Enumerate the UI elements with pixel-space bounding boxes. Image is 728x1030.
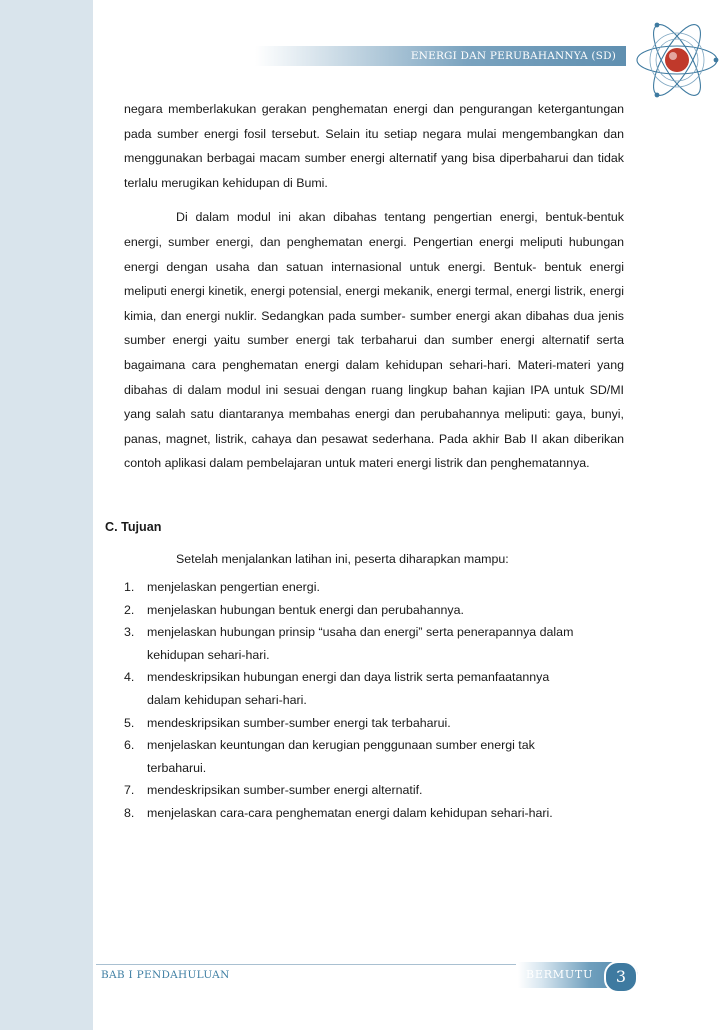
list-item-text: menjelaskan cara-cara penghematan energi dalam kehidupan sehari-hari. bbox=[147, 805, 553, 820]
text-line: yang bisa diperbaharui dan tidak terlalu merugikan kehidupan di Bumi. bbox=[124, 151, 624, 190]
list-item-text: kehidupan sehari-hari. bbox=[147, 647, 270, 662]
footer-chapter-label: BAB I PENDAHULUAN bbox=[101, 969, 230, 981]
paragraph bbox=[124, 97, 624, 195]
text-line: terbaharui dan sumber energi alternatif serta bagaimana cara penghematan energi bbox=[124, 333, 624, 372]
text-line: dalam pembelajaran untuk materi energi listrik dan penghematannya. bbox=[209, 456, 590, 471]
list-item-number: 2. bbox=[124, 602, 135, 617]
list-item-text: menjelaskan hubungan bentuk energi dan perubahannya. bbox=[147, 602, 464, 617]
list-item-text: mendeskripsikan hubungan energi dan daya listrik serta pemanfaatannya bbox=[147, 670, 550, 685]
list-item-text: menjelaskan hubungan prinsip “usaha dan energi” serta penerapannya dalam bbox=[147, 625, 574, 640]
list-item-number: 3. bbox=[124, 625, 135, 640]
list-item-text: mendeskripsikan sumber-sumber energi tak terbaharui. bbox=[147, 715, 451, 730]
text-line: Di dalam modul ini akan dibahas tentang pengertian energi, bentuk-bentuk bbox=[176, 210, 624, 225]
list-item bbox=[124, 576, 624, 599]
text-line: membahas energi dan perubahannya meliputi: gaya, bunyi, panas, magnet, listrik, bbox=[124, 407, 625, 446]
text-line: ketergantungan pada sumber energi fosil tersebut. Selain itu setiap negara mulai bbox=[124, 102, 624, 141]
list-item-text: menjelaskan pengertian energi. bbox=[147, 580, 320, 594]
list-item-number: 8. bbox=[124, 805, 135, 820]
text-line: cahaya dan pesawat sederhana. Pada akhir Bab II akan diberikan contoh aplikasi bbox=[124, 431, 624, 471]
list-item bbox=[124, 779, 624, 802]
footer-divider bbox=[96, 964, 516, 965]
list-item bbox=[124, 621, 624, 666]
list-item bbox=[124, 666, 624, 711]
list-item bbox=[124, 599, 624, 622]
text-line: sumber energi akan dibahas dua jenis sumber energi yaitu sumber energi tak bbox=[124, 308, 624, 348]
text-line: dalam kehidupan sehari-hari. Materi-materi yang dibahas di dalam modul ini sesuai bbox=[124, 357, 624, 397]
text-line: energi, sumber energi, dan penghematan energi. Pengertian energi meliputi bbox=[124, 234, 563, 249]
page-number: 3 bbox=[604, 961, 638, 993]
list-item-number: 7. bbox=[124, 783, 135, 798]
list-item-number: 5. bbox=[124, 715, 135, 730]
text-line: termal, energi listrik, energi kimia, dan energi nuklir. Sedangkan pada sumber- bbox=[124, 284, 624, 323]
list-item-text: terbaharui. bbox=[147, 760, 207, 775]
goals-list bbox=[124, 576, 624, 825]
list-item-text: dalam kehidupan sehari-hari. bbox=[147, 692, 307, 707]
list-item-number: 4. bbox=[124, 670, 135, 685]
section-intro: Setelah menjalankan latihan ini, peserta diharapkan mampu: bbox=[176, 552, 509, 566]
paragraph-text bbox=[124, 97, 624, 195]
list-item bbox=[124, 734, 624, 779]
text-line: negara memberlakukan gerakan penghematan energi dan pengurangan bbox=[124, 102, 533, 116]
body-text bbox=[124, 97, 624, 476]
section-heading: C. Tujuan bbox=[105, 520, 162, 534]
running-header-title: ENERGI DAN PERUBAHANNYA (SD) bbox=[410, 50, 616, 62]
text-line: hubungan energi dengan usaha dan satuan internasional untuk energi. Bentuk- bbox=[124, 234, 624, 274]
text-line: dengan ruang lingkup bahan kajian IPA untuk SD/MI yang salah satu diantaranya bbox=[124, 382, 624, 422]
list-item-number: 1. bbox=[124, 580, 135, 594]
text-line: bentuk energi meliputi energi kinetik, energi potensial, energi mekanik, energi bbox=[124, 259, 624, 299]
list-item-number: 6. bbox=[124, 738, 135, 753]
footer-brand: BERMUTU bbox=[526, 968, 594, 981]
list-item bbox=[124, 712, 624, 735]
paragraph bbox=[124, 205, 624, 476]
list-item-text: menjelaskan keuntungan dan kerugian penggunaan sumber energi tak bbox=[147, 738, 535, 753]
left-margin-band bbox=[0, 0, 93, 1030]
text-line: mengembangkan dan menggunakan berbagai macam sumber energi alternatif bbox=[124, 126, 625, 166]
paragraph-text bbox=[124, 205, 624, 476]
list-item bbox=[124, 802, 624, 825]
atom-logo-icon bbox=[628, 14, 726, 106]
list-item-text: mendeskripsikan sumber-sumber energi alternatif. bbox=[147, 783, 423, 798]
